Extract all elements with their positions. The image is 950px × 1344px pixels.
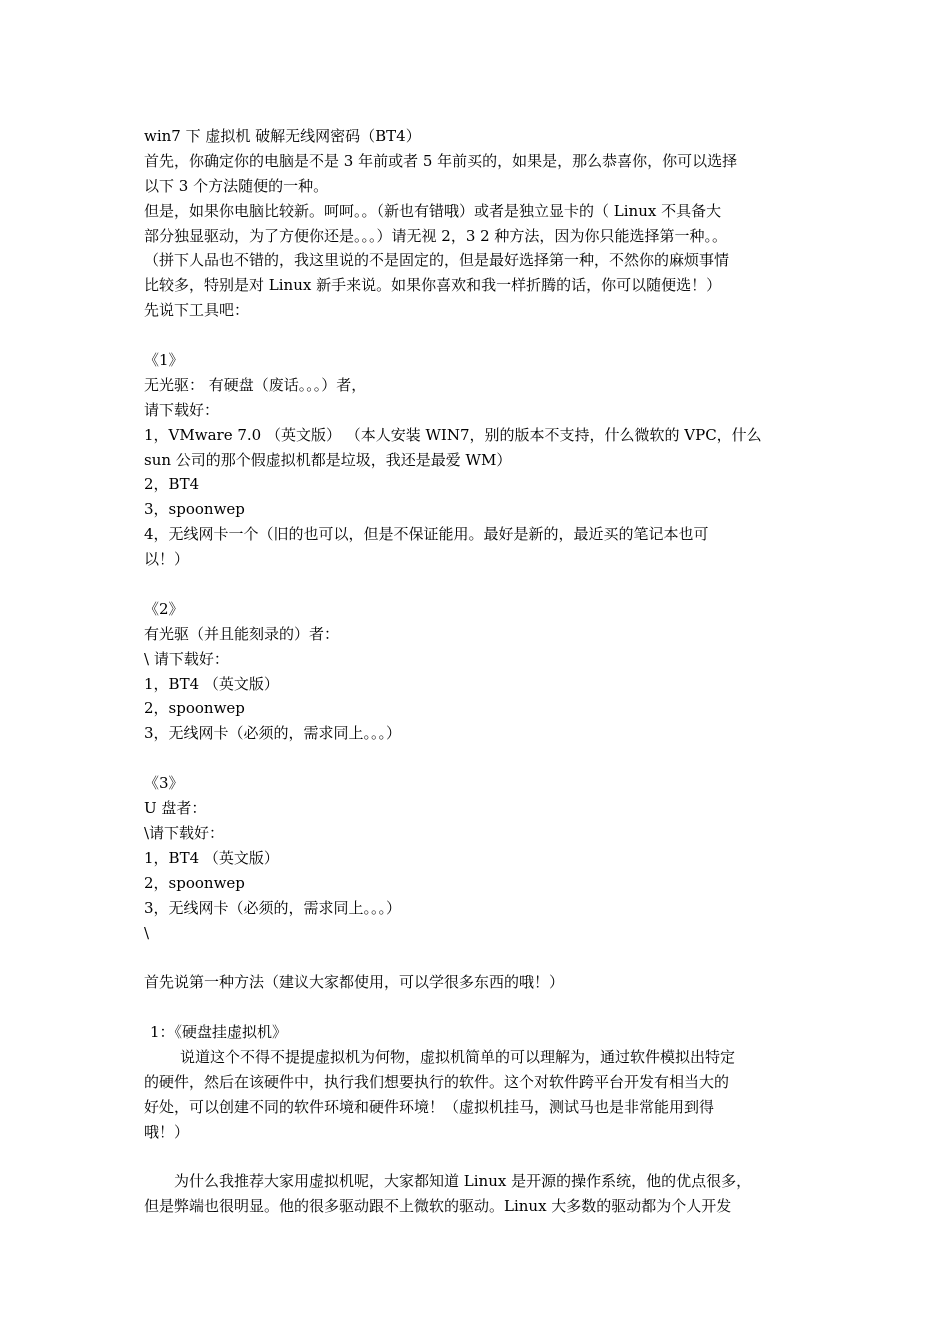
paragraph-line: 但是，如果你电脑比较新。呵呵。。（新也有错哦）或者是独立显卡的（ Linux 不具备大 bbox=[144, 201, 722, 220]
list-item: 3，无线网卡（必须的，需求同上。。。） bbox=[144, 724, 402, 743]
section-heading-3: 《3》 bbox=[144, 774, 184, 793]
section-heading-1: 《1》 bbox=[144, 351, 184, 370]
paragraph-line: \请下载好： bbox=[144, 823, 225, 842]
paragraph-line: \ 请下载好： bbox=[144, 649, 229, 668]
paragraph-line: 以下 3 个方法随便的一种。 bbox=[144, 176, 329, 195]
list-item: 2，spoonwep bbox=[144, 699, 245, 718]
blank-line bbox=[144, 572, 816, 597]
paragraph-line: \ bbox=[144, 923, 150, 942]
paragraph-line: 的硬件，然后在该硬件中，执行我们想要执行的软件。这个对软件跨平台开发有相当大的 bbox=[144, 1072, 730, 1091]
paragraph-line: 部分独显驱动，为了方便你还是。。。）请无视 2，3 2 种方法，因为你只能选择第一种。。 bbox=[144, 226, 727, 245]
paragraph-line: 说道这个不得不提提虚拟机为何物，虚拟机简单的可以理解为，通过软件模拟出特定 bbox=[180, 1047, 736, 1066]
list-item: 4，无线网卡一个（旧的也可以，但是不保证能用。最好是新的，最近买的笔记本也可 bbox=[144, 525, 709, 544]
blank-line bbox=[144, 323, 816, 348]
blank-line bbox=[144, 995, 816, 1020]
paragraph-line: 首先说第一种方法（建议大家都使用，可以学很多东西的哦！） bbox=[144, 973, 565, 992]
blank-line bbox=[144, 746, 816, 771]
list-item: 2，spoonwep bbox=[144, 873, 245, 892]
paragraph-line: 比较多，特别是对 Linux 新手来说。如果你喜欢和我一样折腾的话，你可以随便选！） bbox=[144, 276, 722, 295]
paragraph-line: （拼下人品也不错的，我这里说的不是固定的，但是最好选择第一种，不然你的麻烦事情 bbox=[144, 251, 730, 270]
document-title: win7 下 虚拟机 破解无线网密码（BT4） bbox=[144, 127, 421, 145]
paragraph-line: 无光驱： 有硬盘（废话。。。）者， bbox=[144, 375, 367, 394]
list-item: 1，VMware 7.0 （英文版） （本人安装 WIN7，别的版本不支持，什么微软的 VPC，什么 bbox=[144, 425, 762, 444]
paragraph-line: 好处，可以创建不同的软件环境和硬件环境！（虚拟机挂马，测试马也是非常能用到得 bbox=[144, 1097, 715, 1116]
list-item: 1，BT4 （英文版） bbox=[144, 848, 279, 867]
list-item: 3，无线网卡（必须的，需求同上。。。） bbox=[144, 898, 402, 917]
paragraph-line: 请下载好： bbox=[144, 400, 220, 419]
method-heading: 1：《硬盘挂虚拟机》 bbox=[150, 1023, 288, 1042]
paragraph-line: U 盘者： bbox=[144, 799, 207, 818]
blank-line bbox=[144, 1145, 816, 1170]
section-heading-2: 《2》 bbox=[144, 599, 184, 618]
list-item: 2，BT4 bbox=[144, 475, 200, 494]
paragraph-line: 哦！） bbox=[144, 1122, 190, 1141]
list-item: 3，spoonwep bbox=[144, 500, 245, 519]
document-body bbox=[144, 124, 816, 1219]
list-item-continuation: 以！） bbox=[144, 550, 190, 569]
list-item: 1，BT4 （英文版） bbox=[144, 674, 279, 693]
paragraph-line: 但是弊端也很明显。他的很多驱动跟不上微软的驱动。Linux 大多数的驱动都为个人开发 bbox=[144, 1197, 732, 1216]
paragraph-line: 先说下工具吧： bbox=[144, 301, 250, 320]
list-item-continuation: sun 公司的那个假虚拟机都是垃圾，我还是最爱 WM） bbox=[144, 450, 512, 469]
paragraph-line: 有光驱（并且能刻录的）者： bbox=[144, 624, 340, 643]
paragraph-line: 首先，你确定你的电脑是不是 3 年前或者 5 年前买的，如果是，那么恭喜你，你可以选择 bbox=[144, 151, 738, 170]
paragraph-line: 为什么我推荐大家用虚拟机呢，大家都知道 Linux 是开源的操作系统，他的优点很多， bbox=[174, 1172, 752, 1191]
blank-line bbox=[144, 945, 816, 970]
